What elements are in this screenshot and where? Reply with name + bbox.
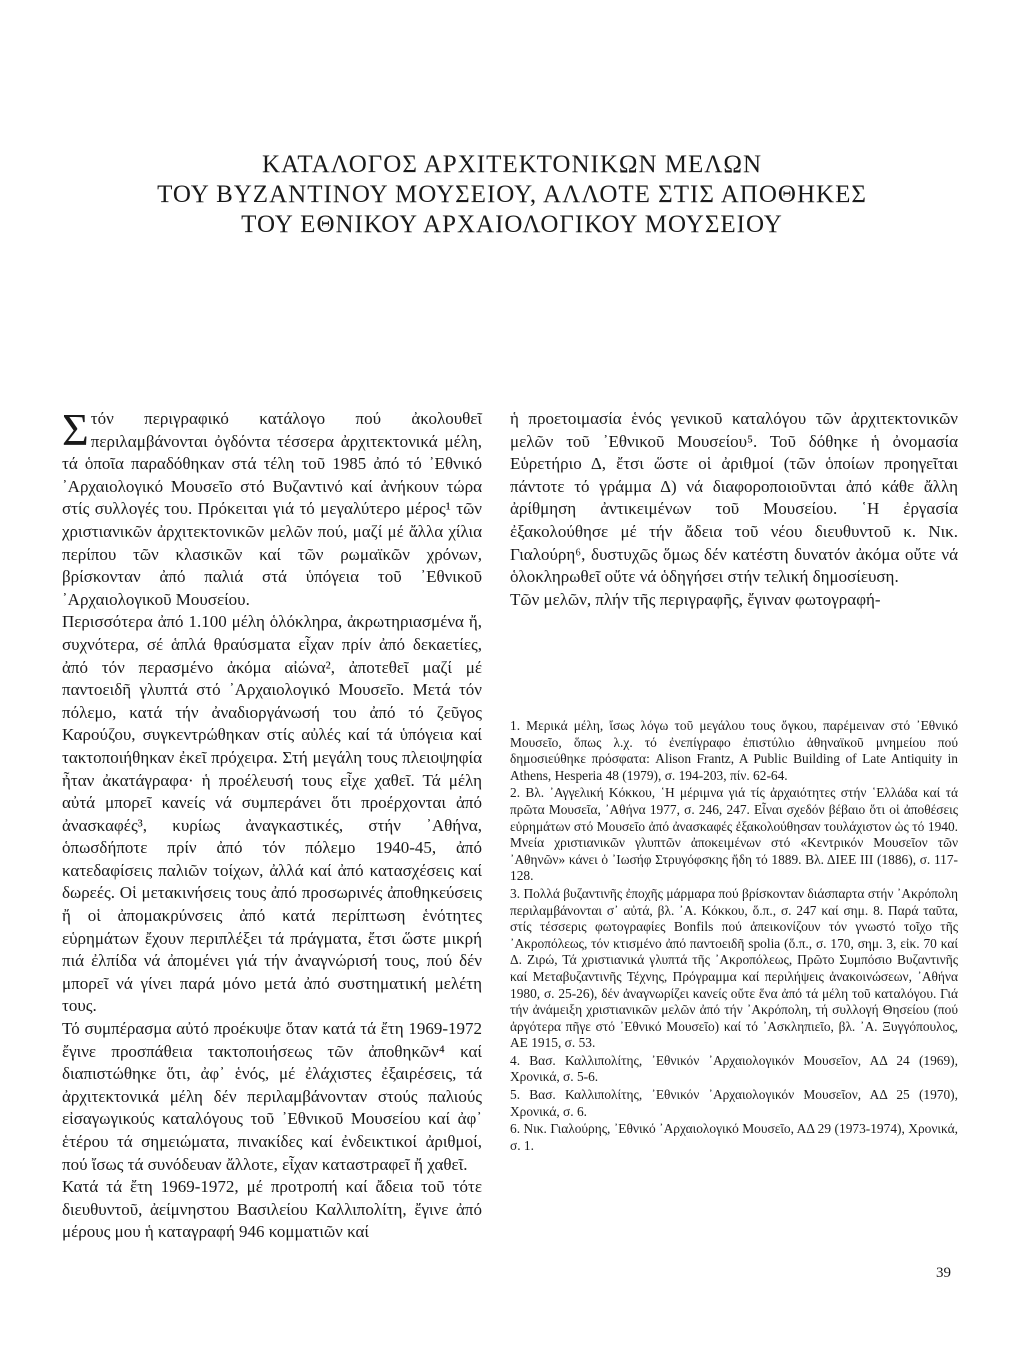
body-paragraph-5: ἡ προετοιμασία ἑνός γενικοῦ καταλόγου τῶν ἀρχιτεκτονικῶν μελῶν τοῦ ᾿Εθνικοῦ Μουσείου⁵. Τοῦ δόθηκε ἡ ὀνομασία Εὑρετήριο Δ, ἔτσι ὥστε οἱ ἀριθμοί (τῶν ὁποίων προηγεῖται πάντοτε τό γράμμα Δ) νά διαφοροποιοῦνται ἀπό κάθε ἄλλη ἀρίθμηση ἀντικειμένων τοῦ Μουσείου. ῾Η ἐργασία ἐξακολούθησε μέ τήν ἄδεια τοῦ νέου διευθυντοῦ κ. Νικ. Γιαλούρη⁶, δυστυχῶς ὅμως δέν κατέστη δυνατόν ἀκόμα οὔτε νά ὁλοκληρωθεῖ οὔτε νά ὁδηγήσει στήν τελική δημοσίευση.: [510, 409, 958, 587]
footnote-3: 3. Πολλά βυζαντινῆς ἐποχῆς μάρμαρα πού βρίσκονταν διάσπαρτα στήν ᾿Ακρόπολη περιλαμβάνονται σ᾿ αὐτά, βλ. ᾿Α. Κόκκου, ὅ.π., σ. 247 καί σημ. 8. Παρά ταῦτα, στίς τέσσερις φωτογραφίες Bonfils πού ἀπεικονίζουν τόν γνωστό τοῖχο τῆς ᾿Ακροπόλεως, τόν κτισμένο ἀπό παντοειδῆ spolia (ὅ.π., σ. 170, σημ. 3, εἰκ. 70 καί Δ. Ζιρώ, Τά χριστιανικά γλυπτά τῆς ᾿Ακροπόλεως, Πρῶτο Συμπόσιο Βυζαντινῆς καί Μεταβυζαντινῆς Τέχνης, Πρόγραμμα καί περιλήψεις ἀνακοινώσεων, ᾿Αθήνα 1980, σ. 25-26), δέν ἀναγνωρίζει κανείς οὔτε ἕνα ἀπό τά μέλη τοῦ καταλόγου. Γιά τήν ἀνάμειξη χριστιανικῶν μελῶν ἀπό τήν ᾿Ακρόπολη, τή συλλογή Θησείου (πού ἀργότερα πῆγε στό ᾿Εθνικό Μουσεῖο) καί τό ᾿Ασκληπιεῖο, βλ. ᾿Α. Ξυγγόπουλος, ΑΕ 1915, σ. 53.: [510, 885, 958, 1051]
footnote-2: 2. Βλ. ᾿Αγγελική Κόκκου, ῾Η μέριμνα γιά τίς ἀρχαιότητες στήν ῾Ελλάδα καί τά πρῶτα Μουσεῖα, ᾿Αθήνα 1977, σ. 246, 247. Εἶναι σχεδόν βέβαιο ὅτι οἱ ἀποθέσεις εὑρημάτων στό Μουσεῖο ἀπό ἀνασκαφές ἐξακολούθησαν τουλάχιστον ὡς τό 1940. Μνεία χριστιανικῶν γλυπτῶν ἀποκειμένων στό «Κεντρικόν Μουσεῖον τῶν ᾿Αθηνῶν» κάνει ὁ ᾿Ιωσήφ Στρυγόφσκης ἤδη τό 1889. Βλ. ΔΙΕΕ ΙΙΙ (1886), σ. 117-128.: [510, 785, 958, 884]
body-paragraph-4: Κατά τά ἔτη 1969-1972, μέ προτροπή καί ἄδεια τοῦ τότε διευθυντοῦ, ἀείμνηστου Βασιλείου Καλλιπολίτη, ἔγινε ἀπό μέρους μου ἡ καταγραφή 946 κομματιῶν καί: [62, 1177, 482, 1242]
body-paragraph-6: Τῶν μελῶν, πλήν τῆς περιγραφῆς, ἔγιναν φωτογραφή-: [510, 589, 881, 609]
title-line-3: ΤΟΥ ΕΘΝΙΚΟΥ ΑΡΧΑΙΟΛΟΓΙΚΟΥ ΜΟΥΣΕΙΟΥ: [241, 211, 783, 238]
body-column-left: [62, 404, 482, 1244]
body-paragraph-1-text: τόν περιγραφικό κατάλογο πού ἀκολουθεῖ περιλαμβάνονται ὀγδόντα τέσσερα ἀρχιτεκτονικά μέλη, τά ὁποῖα παραδόθηκαν στά τέλη τοῦ 1985 ἀπό τό ᾿Εθνικό ᾿Αρχαιολογικό Μουσεῖο στό Βυζαντινό καί ἀνήκουν τώρα στίς συλλογές του. Πρόκειται γιά τό μεγαλύτερο μέρος¹ τῶν χριστιανικῶν ἀρχιτεκτονικῶν μελῶν πού, μαζί μέ ἄλλα χίλια περίπου τῶν κλασικῶν καί τῶν ρωμαϊκῶν χρόνων, βρίσκονταν ἀπό παλιά στά ὑπόγεια τοῦ ᾿Εθνικοῦ ᾿Αρχαιολογικοῦ Μουσείου.: [62, 409, 482, 609]
body-column-right: [510, 408, 958, 611]
title-line-1: ΚΑΤΑΛΟΓΟΣ ΑΡΧΙΤΕΚΤΟΝΙΚΩΝ ΜΕΛΩΝ: [261, 151, 763, 178]
article-title: [60, 150, 964, 240]
footnote-6: 6. Νικ. Γιαλούρης, ᾿Εθνικό ᾿Αρχαιολογικό Μουσεῖο, ΑΔ 29 (1973-1974), Χρονικά, σ. 1.: [510, 1121, 958, 1153]
footnote-4: 4. Βασ. Καλλιπολίτης, ᾿Εθνικόν ᾿Αρχαιολογικόν Μουσεῖον, ΑΔ 24 (1969), Χρονικά, σ. 5-6.: [510, 1052, 958, 1085]
footnote-5: 5. Βασ. Καλλιπολίτης, ᾿Εθνικόν ᾿Αρχαιολογικόν Μουσεῖον, ΑΔ 25 (1970), Χρονικά, σ. 6.: [510, 1087, 958, 1119]
body-paragraph-1: [62, 404, 482, 611]
page-number: 39: [936, 1265, 951, 1281]
drop-cap: Σ: [62, 404, 89, 455]
footnote-1: 1. Μερικά μέλη, ἴσως λόγω τοῦ μεγάλου τους ὄγκου, παρέμειναν στό ᾿Εθνικό Μουσεῖο, ὅπως λ.χ. τό ἐνεπίγραφο ἐπιστύλιο ἀθηναϊκοῦ μνημείου πού δημοσιεύθηκε πρόσφατα: Alison Frantz, A Public Building of Late Antiquity in Athens, Hesperia 48 (1979), σ. 194-203, πίν. 62-64.: [510, 718, 958, 783]
footnotes: [510, 718, 958, 1155]
body-paragraph-2: Περισσότερα ἀπό 1.100 μέλη ὁλόκληρα, ἀκρωτηριασμένα ἤ, συχνότερα, σέ ἁπλά θραύσματα εἶχαν πρίν ἀπό δεκαετίες, ἀπό τόν περασμένο ἀκόμα αἰώνα², ἀποτεθεῖ μαζί μέ παντοειδῆ γλυπτά στό ᾿Αρχαιολογικό Μουσεῖο. Μετά τόν πόλεμο, κατά τήν ἀναδιοργάνωσή του ἀπό τό ζεῦγος Καρούζου, συγκεντρώθηκαν στίς αὐλές καί τά ὑπόγεια καί τακτοποιήθηκαν ἐκεῖ πρόχειρα. Στή μεγάλη τους πλειοψηφία ἦταν ἀκατάγραφα· ἡ προέλευσή τους εἶχε χαθεῖ. Τά μέλη αὐτά μπορεῖ κανείς νά συμπεράνει ὅτι προέρχονται ἀπό ἀνασκαφές³, κυρίως ἀναγκαστικές, στήν ᾿Αθήνα, ὁπωσδήποτε πρίν ἀπό τόν πόλεμο 1940-45, ἀπό κατεδαφίσεις παλιῶν τοίχων, ἀλλά καί ἀπό κατασχέσεις καί δωρεές. Οἱ μετακινήσεις τους ἀπό προσωρινές ἀποθηκεύσεις ἤ οἱ ἀπομακρύνσεις ἀπό κατά περίπτωση ἑνότητες εὑρημάτων ἔχουν περιπλέξει τά πράγματα, ἔτσι ὥστε μικρή πιά ἐλπίδα νά ἀπομένει γιά τήν ἀναγνώρισή τους, πού δέν μπορεῖ νά γίνει παρά μόνο μετά ἀπό συστηματική μελέτη τους.: [62, 612, 482, 1016]
body-paragraph-3: Τό συμπέρασμα αὐτό προέκυψε ὅταν κατά τά ἔτη 1969-1972 ἔγινε προσπάθεια τακτοποιήσεως τῶν ἀποθηκῶν⁴ καί διαπιστώθηκε ὅτι, ἀφ᾿ ἑνός, μέ ἐλάχιστες ἐξαιρέσεις, τά ἀρχιτεκτονικά μέλη δέν περιλαμβάνονταν στούς παλιούς εἰσαγωγικούς καταλόγους τοῦ ᾿Εθνικοῦ Μουσείου καί ἀφ᾿ ἑτέρου τά σημειώματα, πινακίδες καί ἐνδεικτικοί ἀριθμοί, πού ἴσως τά συνόδευαν ἄλλοτε, εἶχαν καταστραφεῖ ἤ χαθεῖ.: [62, 1019, 482, 1174]
title-line-2: ΤΟΥ ΒΥΖΑΝΤΙΝΟΥ ΜΟΥΣΕΙΟΥ, ΑΛΛΟΤΕ ΣΤΙΣ ΑΠΟΘΗΚΕΣ: [157, 181, 867, 208]
